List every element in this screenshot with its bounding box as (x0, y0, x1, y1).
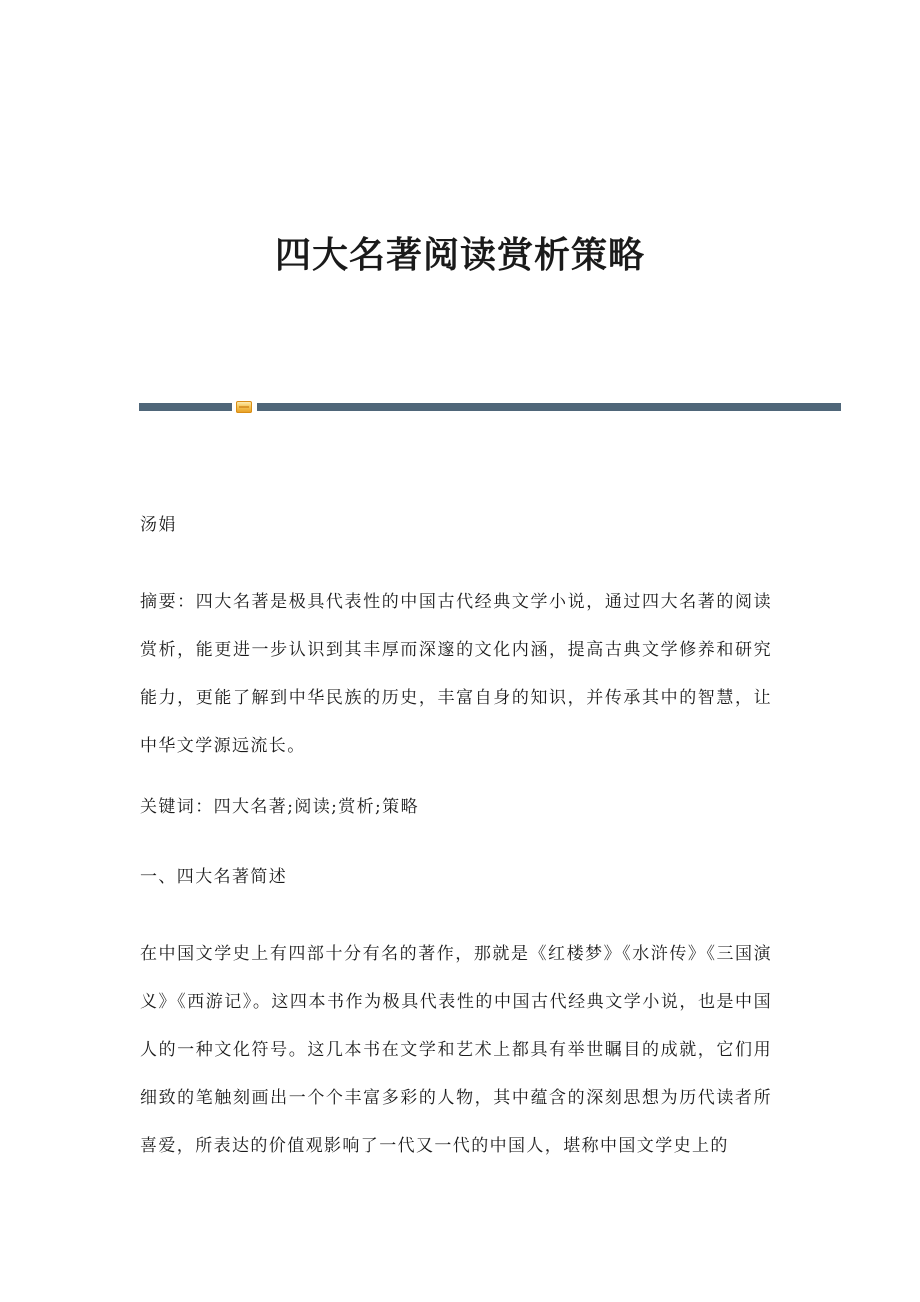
document-title: 四大名著阅读赏析策略 (274, 234, 645, 276)
author-name: 汤娟 (140, 515, 177, 535)
abstract-paragraph: 摘要：四大名著是极具代表性的中国古代经典文学小说，通过四大名著的阅读赏析，能更进一步认识到其丰厚而深邃的文化内涵，提高古典文学修养和研究能力，更能了解到中华民族的历史，丰富自身的知识，并传承其中的智慧，让中华文学源远流长。 (140, 592, 772, 756)
scroll-ornament-icon (236, 401, 252, 413)
keywords-line: 关键词：四大名著;阅读;赏析;策略 (140, 797, 419, 817)
body-paragraph: 在中国文学史上有四部十分有名的著作，那就是《红楼梦》《水浒传》《三国演义》《西游记》。这四本书作为极具代表性的中国古代经典文学小说，也是中国人的一种文化符号。这几本书在文学和艺术上都具有举世瞩目的成就，它们用细致的笔触刻画出一个个丰富多彩的人物，其中蕴含的深刻思想为历代读者所喜爱，所表达的价值观影响了一代又一代的中国人，堪称中国文学史上的 (140, 944, 772, 1156)
title-divider-right (257, 403, 841, 411)
section-heading: 一、四大名著简述 (140, 867, 288, 887)
title-divider-left (139, 403, 232, 411)
